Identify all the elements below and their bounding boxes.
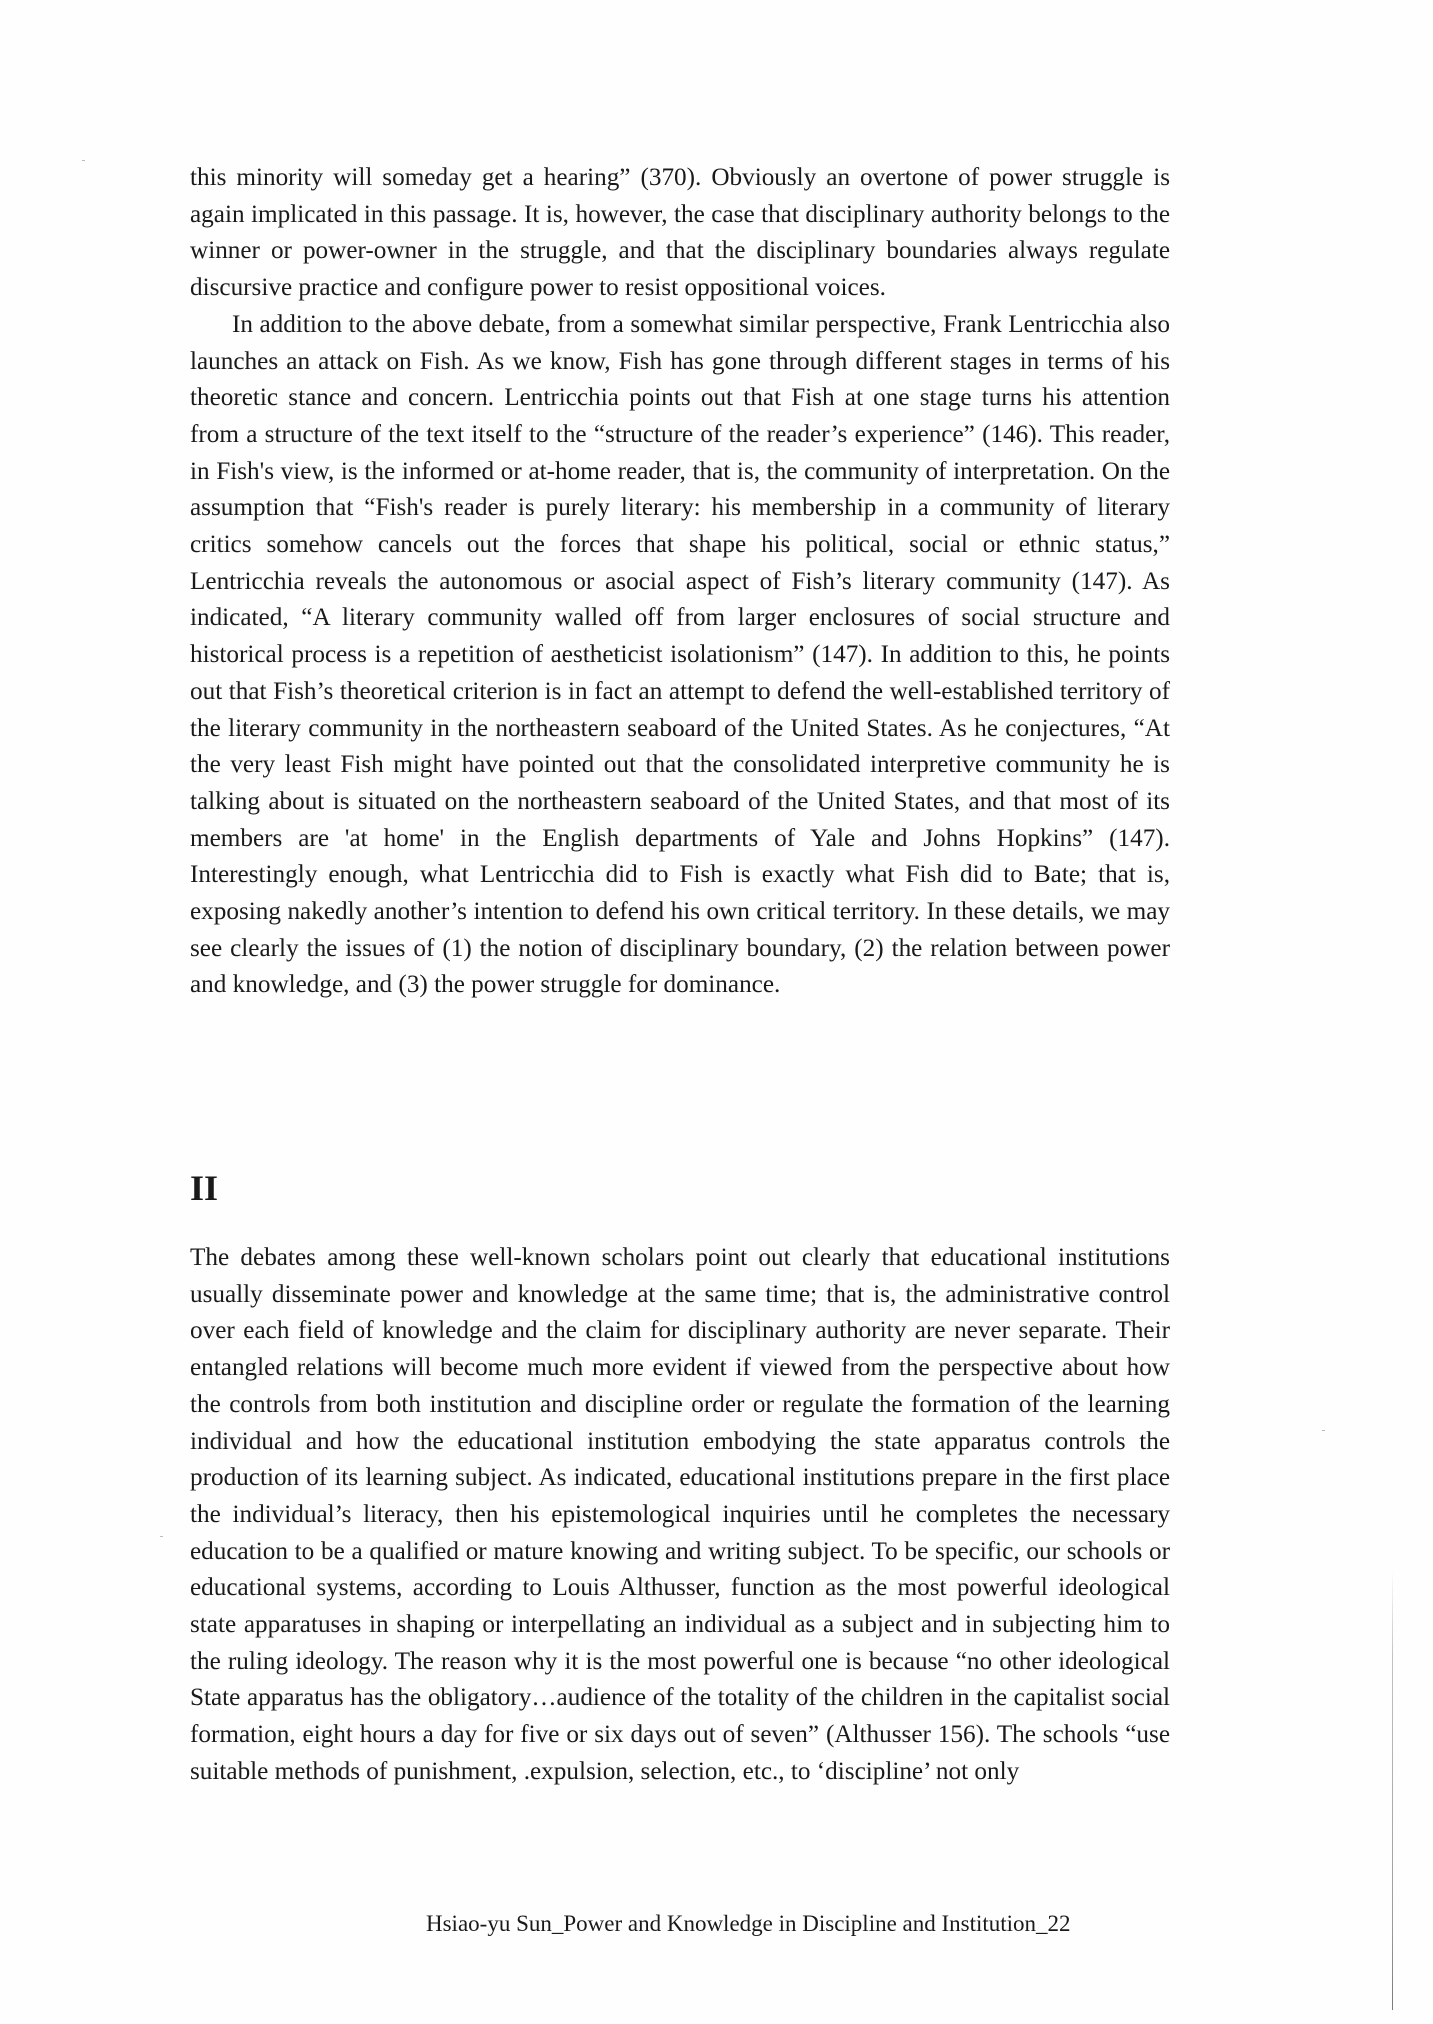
running-footer: Hsiao-yu Sun_Power and Knowledge in Discipline and Institution_22 xyxy=(426,1911,1071,1936)
paragraph-lentricchia: In addition to the above debate, from a somewhat similar perspective, Frank Lentricchia also launches an attack on Fish. As we know, Fish has gone through different stages in terms of his theoretic stance and concern. Lentricchia points out that Fish at one stage turns his attention from a structure of the text itself to the “structure of the reader’s experience” (146). This reader, in Fish's view, is the informed or at-home reader, that is, the community of interpretation. On the assumption that “Fish's reader is purely literary: his membership in a community of literary critics somehow cancels out the forces that shape his political, social or ethnic status,” Lentricchia reveals the autonomous or asocial aspect of Fish’s literary community (147). As indicated, “A literary community walled off from larger enclosures of social structure and historical process is a repetition of aestheticist isolationism” (147). In addition to this, he points out that Fish’s theoretical criterion is in fact an attempt to defend the well-established territory of the literary community in the northeastern seaboard of the United States. As he conjectures, “At the very least Fish might have pointed out that the consolidated interpretive community he is talking about is situated on the northeastern seaboard of the United States, and that most of its members are 'at home' in the English departments of Yale and Johns Hopkins” (147). Interestingly enough, what Lentricchia did to Fish is exactly what Fish did to Bate; that is, exposing nakedly another’s intention to defend his own critical territory. In these details, we may see clearly the issues of (1) the notion of disciplinary boundary, (2) the relation between power and knowledge, and (3) the power struggle for dominance. xyxy=(190,310,1170,999)
section-heading: II xyxy=(190,1168,219,1208)
paragraph-educational-institutions: The debates among these well-known scholars point out clearly that educational institutions usually disseminate power and knowledge at the same time; that is, the administrative control over each field of knowledge and the claim for disciplinary authority are never separate. Their entangled relations will become much more evident if viewed from the perspective about how the controls from both institution and discipline order or regulate the formation of the learning individual and how the educational institution embodying the state apparatus controls the production of its learning subject. As indicated, educational institutions prepare in the first place the individual’s literacy, then his epistemological inquiries until he completes the necessary education to be a qualified or mature knowing and writing subject. To be specific, our schools or educational systems, according to Louis Althusser, function as the most powerful ideological state apparatuses in shaping or interpellating an individual as a subject and in subjecting him to the ruling ideology. The reason why it is the most powerful one is because “no other ideological State apparatus has the obligatory…audience of the totality of the children in the capitalist social formation, eight hours a day for five or six days out of seven” (Althusser 156). The schools “use suitable methods of punishment, .expulsion, selection, etc., to ‘discipline’ not only xyxy=(190,1244,1170,1785)
scan-speck xyxy=(160,1536,163,1537)
scan-speck xyxy=(1322,1430,1325,1431)
body-text-before-heading xyxy=(190,160,1170,1004)
scan-edge-line xyxy=(1392,1570,1393,2010)
scan-speck xyxy=(82,160,85,161)
paragraph-continuation: this minority will someday get a hearing” (370). Obviously an overtone of power struggle is again implicated in this passage. It is, however, the case that disciplinary authority belongs to the winner or power-owner in the struggle, and that the disciplinary boundaries always regulate discursive practice and configure power to resist oppositional voices. xyxy=(190,164,1170,302)
body-text-after-heading xyxy=(190,1240,1170,1791)
